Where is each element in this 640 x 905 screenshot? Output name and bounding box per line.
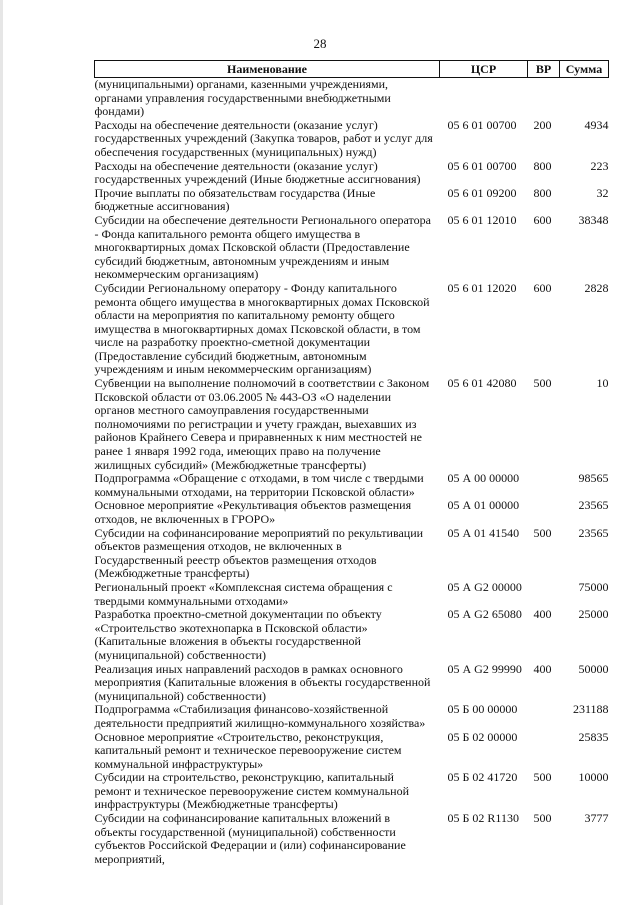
table-row [95,119,609,160]
row-sum-cell: 4934 [584,117,609,132]
row-name-cell: Расходы на обеспечение деятельности (оказание услуг) государственных учреждений (Иные бюджетные ассигнования) [94,158,421,187]
table-row [95,160,609,187]
table-row [95,499,609,526]
table-body [95,78,609,867]
row-csr-cell: 05 6 01 12010 [447,212,517,227]
table-header-row [95,61,609,78]
row-csr-cell: 05 Б 02 41720 [447,770,518,785]
row-name-cell: (муниципальными) органами, казенными учреждениями, органами управления государственными внебюджетными фондами) [94,77,391,119]
row-vr-cell [528,581,560,608]
row-vr-cell: 800 [533,185,552,200]
row-csr-cell: 05 6 01 12020 [447,280,517,295]
header-sum: Сумма [560,61,609,78]
row-sum-cell: 32 [596,185,609,200]
row-csr-cell: 05 Б 02 R1130 [447,811,519,826]
row-sum-cell: 25835 [578,729,609,744]
row-csr-cell: 05 А 01 41540 [447,525,520,540]
table-row [95,214,609,282]
table-row [95,731,609,772]
table-row [95,78,609,119]
row-vr-cell: 800 [533,158,552,173]
row-vr-cell [528,472,560,499]
row-vr-cell: 600 [533,212,552,227]
row-vr-cell [528,731,560,772]
row-vr-cell: 400 [533,661,552,676]
row-csr-cell: 05 А 00 00000 [447,471,520,486]
row-csr-cell: 05 А 01 00000 [447,498,520,513]
row-vr-cell [528,499,560,526]
budget-table [94,60,609,866]
table-row [95,703,609,730]
row-vr-cell: 600 [533,280,552,295]
row-name-cell: Подпрограмма «Обращение с отходами, в том числе с твердыми коммунальными отходами, на территории Псковской области» [94,471,424,499]
row-csr-cell: 05 6 01 00700 [447,158,517,173]
row-sum-cell: 3777 [584,811,609,826]
table-row [95,527,609,581]
row-name-cell: Реализация иных направлений расходов в рамках основного мероприятия (Капитальные вложения в объекты государственной (муниципальной) собственности) [94,661,431,703]
row-sum-cell: 2828 [584,280,609,295]
table-row [95,282,609,377]
row-csr-cell: 05 6 01 42080 [447,376,517,391]
header-csr: ЦСР [440,61,528,78]
row-name-cell: Субсидии Региональному оператору - Фонду капитального ремонта общего имущества в многоквартирных домах Псковской области на мероприятия по капитальному ремонту общего имущества в многоквартирных домах Псковской области, в том числе на разработку проектно-сметной документации (Предоставление субсидий бюджетным, автономным учреждениям и иным некоммерческим организациям) [94,280,430,377]
row-name-cell: Основное мероприятие «Рекультивация объектов размещения отходов, не включенных в ГРОРО» [94,498,412,526]
row-sum-cell: 75000 [578,579,609,594]
table-row [95,771,609,812]
row-sum-cell: 231188 [572,702,609,717]
table-row [95,608,609,662]
row-vr-cell [528,703,560,730]
row-sum-cell: 23565 [578,498,609,513]
row-vr-cell: 500 [533,525,552,540]
row-sum-cell: 23565 [578,525,609,540]
table-row [95,812,609,866]
table-row [95,581,609,608]
row-csr-cell [440,78,528,119]
row-sum-cell: 50000 [578,661,609,676]
header-name: Наименование [95,61,440,78]
row-csr-cell: 05 А G2 00000 [447,579,522,594]
row-sum-cell: 98565 [578,471,609,486]
row-name-cell: Субсидии на софинансирование капитальных вложений в объекты государственной (муниципальной) собственности субъектов Российской Федерации и (или) софинансирование мероприятий, [94,811,406,866]
row-name-cell: Субсидии на софинансирование мероприятий по рекультивации объектов размещения отходов, не включенных в Государственный реестр объектов размещения отходов (Межбюджетные трансферты) [94,525,424,581]
row-csr-cell: 05 Б 00 00000 [447,702,518,717]
row-name-cell: Субсидии на строительство, реконструкцию, капитальный ремонт и техническое перевооружение систем коммунальной инфраструктуры (Межбюджетные трансферты) [94,770,409,812]
row-vr-cell: 500 [533,811,552,826]
row-vr-cell [528,78,560,119]
row-vr-cell: 500 [533,770,552,785]
table-row [95,472,609,499]
row-name-cell: Подпрограмма «Стабилизация финансово-хозяйственной деятельности предприятий жилищно-коммунального хозяйства» [94,702,426,730]
row-csr-cell: 05 А G2 99990 [447,661,522,676]
row-csr-cell: 05 А G2 65080 [447,607,522,622]
scan-edge [0,0,3,905]
row-sum-cell: 25000 [578,607,609,622]
row-vr-cell: 200 [533,117,552,132]
row-sum-cell [560,78,609,119]
row-vr-cell: 400 [533,607,552,622]
row-vr-cell: 500 [533,376,552,391]
row-name-cell: Прочие выплаты по обязательствам государства (Иные бюджетные ассигнования) [94,185,376,214]
row-csr-cell: 05 6 01 09200 [447,185,517,200]
page-number: 28 [313,36,327,51]
row-name-cell: Основное мероприятие «Строительство, реконструкция, капитальный ремонт и техническое перевооружение систем коммунальной инфраструктуры» [94,729,402,771]
row-name-cell: Региональный проект «Комплексная система обращения с твердыми коммунальными отходами» [94,579,393,608]
row-name-cell: Расходы на обеспечение деятельности (оказание услуг) государственных учреждений (Закупка товаров, работ и услуг для обеспечения государственных (муниципальных) нужд) [94,117,433,159]
row-name-cell: Субвенции на выполнение полномочий в соответствии с Законом Псковской области от 03.06.2005 № 443-ОЗ «О наделении органов местного самоуправления государственными полномочиями по регистрации и учету граждан, выехавших из районов Крайнего Севера и приравненных к ним местностей не ранее 1 января 1992 года, имеющих право на получение жилищных субсидий» (Межбюджетные трансферты) [94,376,430,472]
row-sum-cell: 10000 [578,770,609,785]
row-sum-cell: 38348 [578,212,609,227]
row-csr-cell: 05 Б 02 00000 [447,729,518,744]
row-sum-cell: 10 [596,376,609,391]
row-name-cell: Субсидии на обеспечение деятельности Регионального оператора - Фонда капитального ремонта общего имущества в многоквартирных домах Псковской области (Предоставление субсидий бюджетным, автономным учреждениям и иным некоммерческим организациям) [94,212,431,282]
table-row [95,377,609,472]
table-row [95,187,609,214]
row-csr-cell: 05 6 01 00700 [447,117,517,132]
row-sum-cell: 223 [590,158,609,173]
table-row [95,663,609,704]
header-vr: ВР [528,61,560,78]
budget-table-container [94,60,608,866]
row-name-cell: Разработка проектно-сметной документации по объекту «Строительство экотехнопарка в Псковской области» (Капитальные вложения в объекты государственной (муниципальной) собственности) [94,607,382,662]
